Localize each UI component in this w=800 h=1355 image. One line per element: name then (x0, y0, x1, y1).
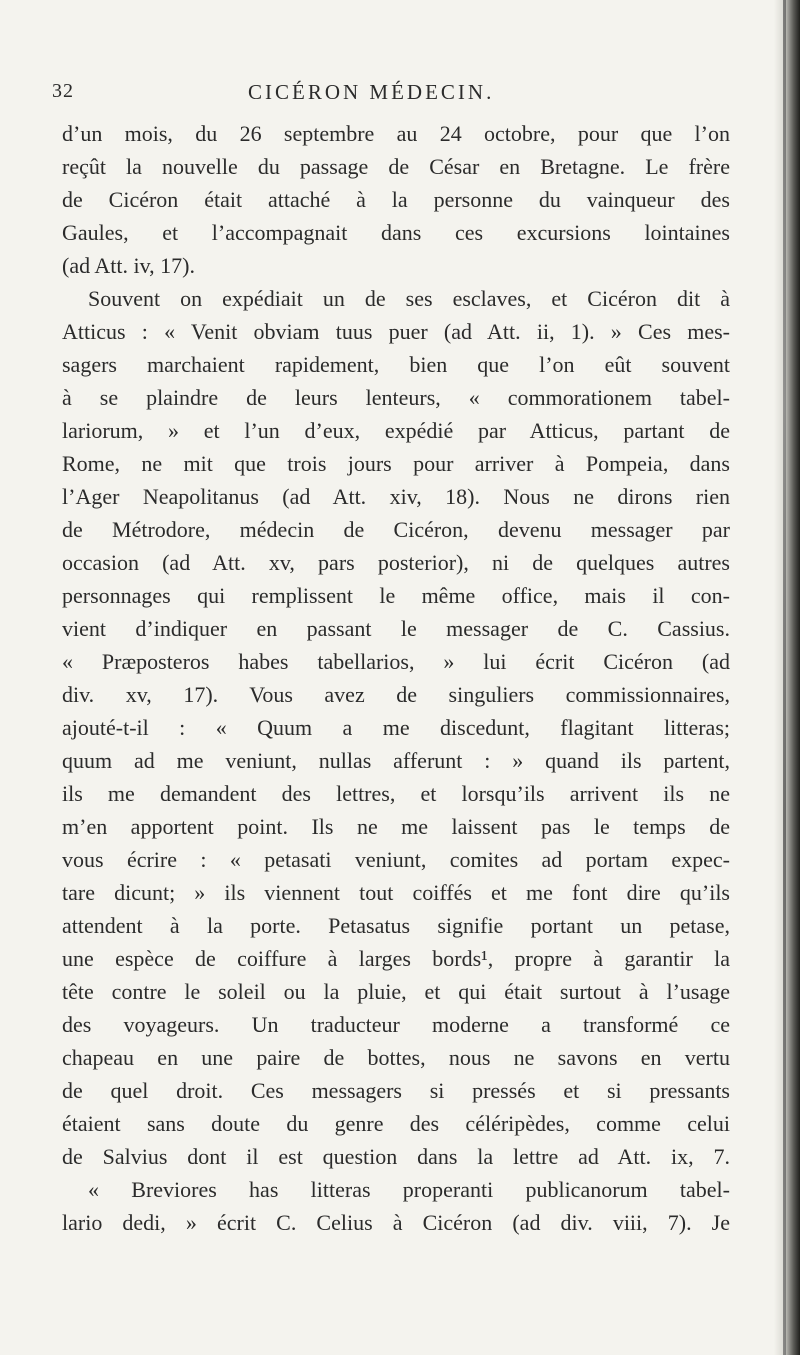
text-line: « Præposteros habes tabellarios, » lui écrit Cicéron (ad (62, 649, 730, 674)
text-line: vient d’indiquer en passant le messager de C. Cassius. (62, 616, 730, 641)
text-line: ajouté-t-il : « Quum a me discedunt, flagitant litteras; (62, 715, 730, 740)
text-line: div. xv, 17). Vous avez de singuliers commissionnaires, (62, 682, 730, 707)
text-line: étaient sans doute du genre des céléripèdes, comme celui (62, 1111, 730, 1136)
page-number: 32 (52, 80, 74, 102)
text-line: des voyageurs. Un traducteur moderne a transformé ce (62, 1012, 730, 1037)
text-line: l’Ager Neapolitanus (ad Att. xiv, 18). Nous ne dirons rien (62, 484, 730, 509)
text-line: de Salvius dont il est question dans la lettre ad Att. ix, 7. (62, 1144, 730, 1169)
text-line: tare dicunt; » ils viennent tout coiffés et me font dire qu’ils (62, 880, 730, 905)
text-line: reçût la nouvelle du passage de César en Bretagne. Le frère (62, 154, 730, 179)
text-line: Atticus : « Venit obviam tuus puer (ad Att. ii, 1). » Ces mes- (62, 319, 730, 344)
text-line: à se plaindre de leurs lenteurs, « commorationem tabel- (62, 385, 730, 410)
text-line: attendent à la porte. Petasatus signifie portant un petase, (62, 913, 730, 938)
text-line: d’un mois, du 26 septembre au 24 octobre, pour que l’on (62, 121, 730, 146)
text-line: lario dedi, » écrit C. Celius à Cicéron (ad div. viii, 7). Je (62, 1210, 730, 1235)
text-line: occasion (ad Att. xv, pars posterior), ni de quelques autres (62, 550, 730, 575)
text-line: « Breviores has litteras properanti publicanorum tabel- (88, 1177, 730, 1202)
text-line: sagers marchaient rapidement, bien que l’on eût souvent (62, 352, 730, 377)
text-line: personnages qui remplissent le même office, mais il con- (62, 583, 730, 608)
text-line: Souvent on expédiait un de ses esclaves, et Cicéron dit à (88, 286, 730, 311)
running-head: CICÉRON MÉDECIN. (248, 80, 495, 104)
text-line: vous écrire : « petasati veniunt, comites ad portam expec- (62, 847, 730, 872)
text-line: m’en apportent point. Ils ne me laissent pas le temps de (62, 814, 730, 839)
text-line: de quel droit. Ces messagers si pressés et si pressants (62, 1078, 730, 1103)
text-line: de Métrodore, médecin de Cicéron, devenu messager par (62, 517, 730, 542)
text-line: de Cicéron était attaché à la personne du vainqueur des (62, 187, 730, 212)
text-line: Gaules, et l’accompagnait dans ces excursions lointaines (62, 220, 730, 245)
text-line: une espèce de coiffure à larges bords¹, propre à garantir la (62, 946, 730, 971)
text-line: quum ad me veniunt, nullas afferunt : » quand ils partent, (62, 748, 730, 773)
text-line: (ad Att. iv, 17). (62, 253, 195, 278)
text-line: chapeau en une paire de bottes, nous ne savons en vertu (62, 1045, 730, 1070)
text-line: lariorum, » et l’un d’eux, expédié par Atticus, partant de (62, 418, 730, 443)
page-edge-line (783, 0, 786, 1355)
text-line: tête contre le soleil ou la pluie, et qui était surtout à l’usage (62, 979, 730, 1004)
body-text (62, 117, 762, 1239)
text-line: ils me demandent des lettres, et lorsqu’ils arrivent ils ne (62, 781, 730, 806)
page-edge-shadow (774, 0, 800, 1355)
text-line: Rome, ne mit que trois jours pour arriver à Pompeia, dans (62, 451, 730, 476)
page-header (52, 80, 732, 110)
